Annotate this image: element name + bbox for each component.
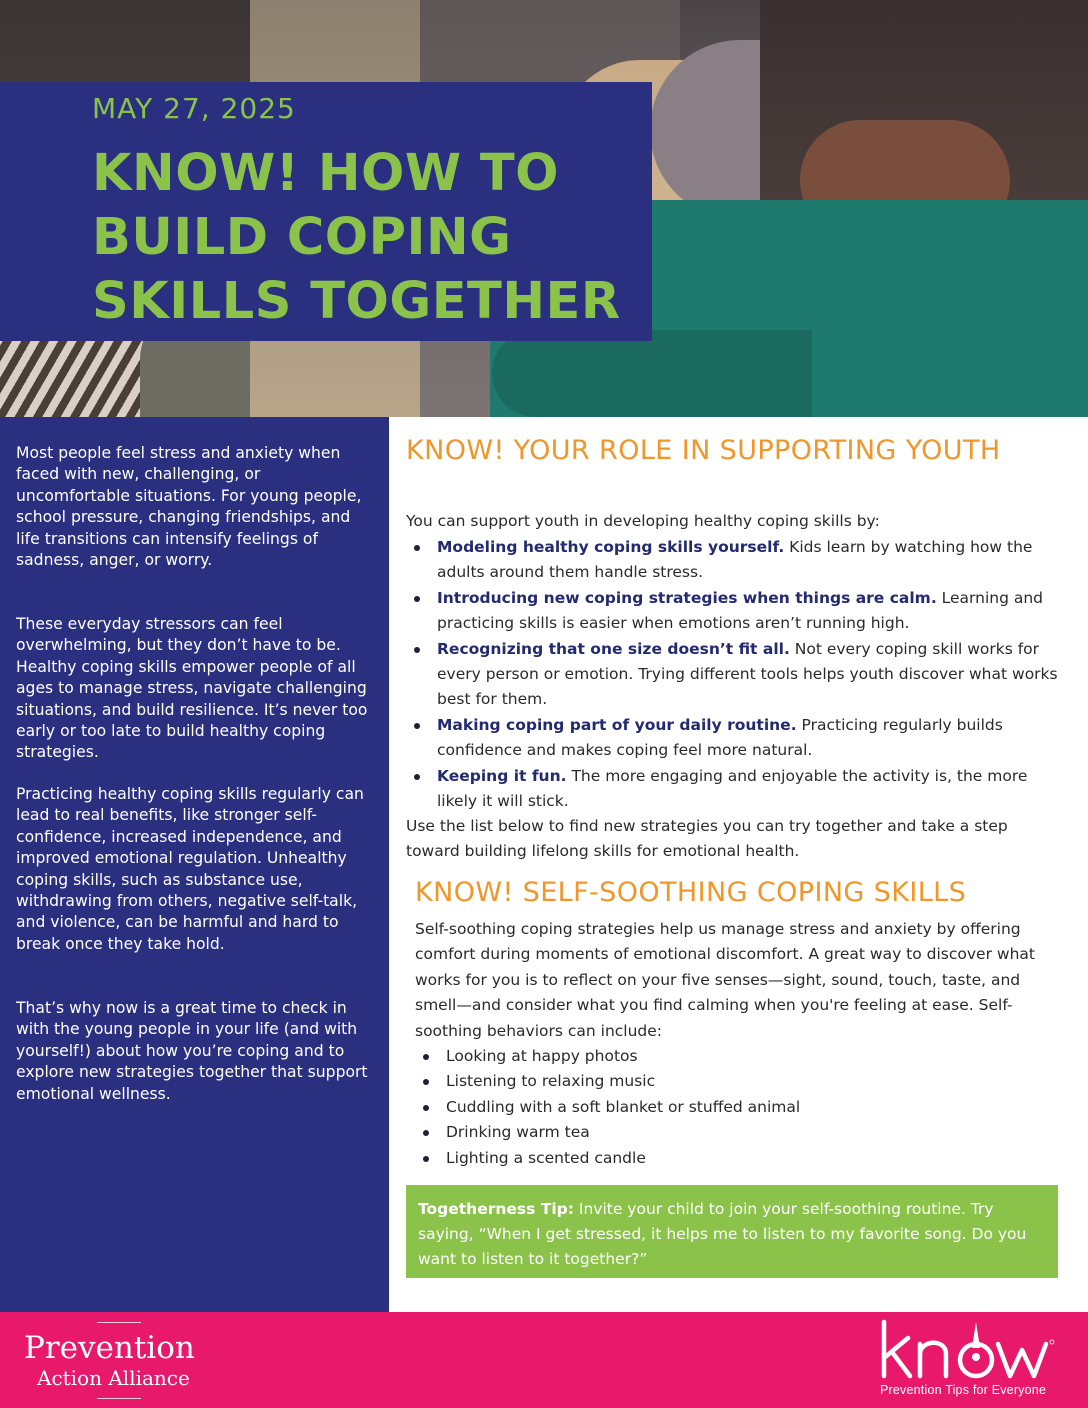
divider (97, 1398, 141, 1399)
soothing-list (415, 1044, 1065, 1171)
role-list-item: Recognizing that one size doesn’t fit all. Not every coping skill works for every person or emotion. Trying different tools helps youth discover what works best for them. (406, 637, 1066, 713)
role-list-item: Keeping it fun. The more engaging and enjoyable the activity is, the more likely it will stick. (406, 764, 1066, 815)
soothing-section-heading: KNOW! SELF-SOOTHING COPING SKILLS (415, 877, 967, 908)
role-section-outro: Use the list below to find new strategies you can try together and take a step toward building lifelong skills for emotional health. (406, 817, 1008, 861)
intro-paragraph-2: These everyday stressors can feel overwhelming, but they don’t have to be. Healthy coping skills empower people of all ages to manage stress, navigate challenging situations, and build resilience. It’s never too early or too late to build healthy coping strategies. (16, 615, 368, 762)
publish-date: MAY 27, 2025 (92, 92, 296, 125)
org-logo-name: Prevention (24, 1330, 195, 1366)
role-section-heading: KNOW! YOUR ROLE IN SUPPORTING YOUTH (406, 435, 1001, 466)
role-list-item: Making coping part of your daily routine. Practicing regularly builds confidence and makes coping feel more natural. (406, 713, 1066, 764)
togetherness-tip-box (406, 1185, 1058, 1278)
org-logo-subtitle: Action Alliance (37, 1366, 190, 1390)
role-section-intro: You can support youth in developing healthy coping skills by: (406, 512, 880, 530)
role-list (406, 535, 1066, 814)
soothing-list-item: Drinking warm tea (415, 1120, 1065, 1145)
togetherness-tip (418, 1197, 1046, 1272)
role-list-item: Modeling healthy coping skills yourself. Kids learn by watching how the adults around them handle stress. (406, 535, 1066, 586)
hero-photo (0, 0, 1088, 417)
intro-paragraph-1: Most people feel stress and anxiety when faced with new, challenging, or uncomfortable situations. For young people, school pressure, changing friendships, and life transitions can intensify feelings of sadness, anger, or worry. (16, 444, 362, 570)
soothing-section-intro: Self-soothing coping strategies help us manage stress and anxiety by offering comfort during moments of emotional discomfort. A great way to discover what works for you is to reflect on your five senses—sight, sound, touch, taste, and smell—and consider what you find calming when you're feeling at ease. Self-soothing behaviors can include: (415, 920, 1035, 1040)
soothing-list-item: Cuddling with a soft blanket or stuffed animal (415, 1095, 1065, 1120)
soothing-list-item: Lighting a scented candle (415, 1146, 1065, 1171)
know-logo (878, 1318, 1058, 1380)
intro-paragraph-4: That’s why now is a great time to check in with the young people in your life (and with yourself!) about how you’re coping and to explore new strategies together that support emotional wellness. (16, 999, 368, 1103)
know-tagline: Prevention Tips for Everyone (880, 1383, 1047, 1397)
page-title: KNOW! HOW TO BUILD COPING SKILLS TOGETHER (92, 144, 621, 331)
soothing-list-item: Listening to relaxing music (415, 1069, 1065, 1094)
tip-label: Togetherness Tip: (418, 1200, 574, 1218)
intro-sidebar (0, 417, 389, 1312)
role-list-item: Introducing new coping strategies when things are calm. Learning and practicing skills is easier when emotions aren’t running high. (406, 586, 1066, 637)
divider (97, 1322, 141, 1323)
intro-paragraph-3: Practicing healthy coping skills regularly can lead to real benefits, like stronger self-confidence, increased independence, and improved emotional regulation. Unhealthy coping skills, such as substance use, withdrawing from others, negative self-talk, and violence, can be harmful and hard to break once they take hold. (16, 785, 364, 953)
tip-text: Invite your child to join your self-soothing routine. Try saying, “When I get stressed, it helps me to listen to my favorite song. Do you want to listen to it together?” (418, 1200, 1027, 1268)
soothing-list-item: Looking at happy photos (415, 1044, 1065, 1069)
